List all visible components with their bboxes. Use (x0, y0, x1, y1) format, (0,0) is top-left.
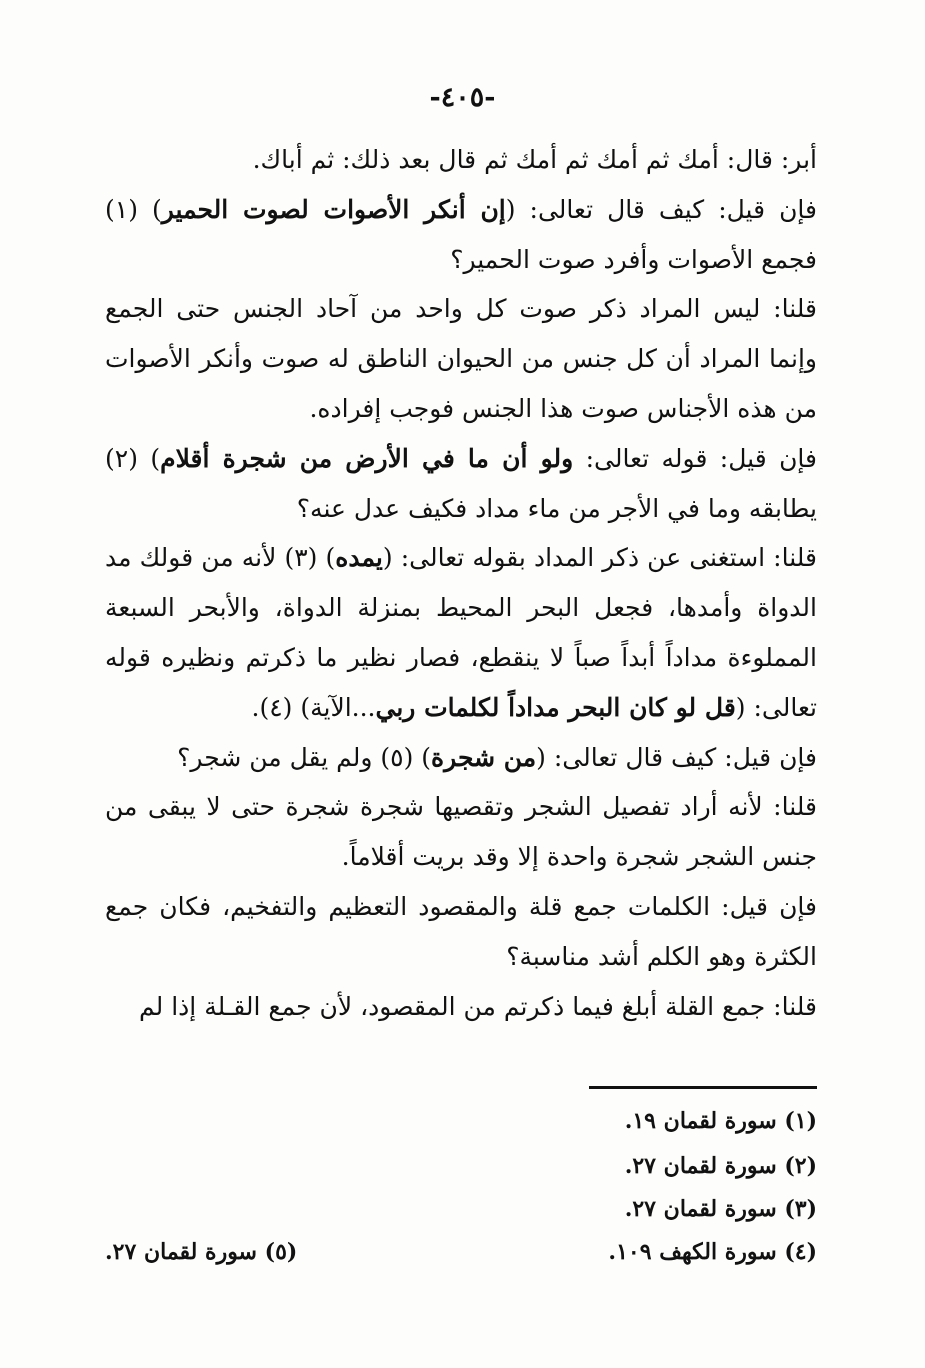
footnote-separator (589, 1086, 817, 1089)
quran-quote: ولو أن ما في الأرض من شجرة أقلام (160, 443, 574, 473)
text-segment: ) (٥) ولم يقل من شجر؟ (177, 742, 432, 772)
paragraph (105, 882, 817, 982)
footnote-3: (٣) سورة لقمان ٢٧. (624, 1196, 817, 1222)
quran-quote: قل لو كان البحر مداداً لكلمات ربي (375, 692, 736, 722)
quran-quote: يمده (335, 543, 383, 573)
paragraph (105, 284, 817, 433)
text-segment: ) (١) فجمع الأصوات وأفرد صوت الحمير؟ (105, 194, 817, 274)
paragraph (105, 434, 817, 534)
quran-quote: إن أنكر الأصوات لصوت الحمير (161, 194, 506, 224)
text-segment: قلنا: لأنه أراد تفصيل الشجر وتقصيها شجرة شجرة حتى لا يبقى من جنس الشجر شجرة واحدة إلا وقد بريت أقلاماً. (105, 792, 817, 872)
paragraph (105, 733, 817, 783)
text-segment: فإن قيل: قوله تعالى: (573, 443, 817, 473)
text-segment: فإن قيل: كيف قال تعالى: ( (505, 194, 817, 224)
paragraph (105, 982, 817, 1032)
text-segment: فإن قيل: الكلمات جمع قلة والمقصود التعظيم والتفخيم، فكان جمع الكثرة وهو الكلم أشد مناسبة؟ (105, 891, 817, 971)
text-segment: قلنا: جمع القلة أبلغ فيما ذكرتم من المقصود، لأن جمع القـلة إذا لم (139, 991, 817, 1021)
footnote-5: (٥) سورة لقمان ٢٧. (105, 1239, 298, 1265)
body-text (105, 135, 817, 1031)
footnote-2: (٢) سورة لقمان ٢٧. (624, 1153, 817, 1179)
page-number: -٤٠٥- (429, 82, 496, 113)
footnote-4: (٤) سورة الكهف ١٠٩. (608, 1239, 817, 1265)
text-segment: فإن قيل: كيف قال تعالى: ( (536, 742, 817, 772)
quran-quote: من شجرة (431, 742, 537, 772)
footnote-1: (١) سورة لقمان ١٩. (624, 1108, 817, 1134)
paragraph (105, 135, 817, 185)
text-segment: أبر: قال: أمك ثم أمك ثم أمك ثم قال بعد ذلك: ثم أباك. (252, 145, 817, 174)
paragraph (105, 533, 817, 732)
text-segment: ) (٢) يطابقه وما في الأجر من ماء مداد فكيف عدل عنه؟ (105, 443, 817, 523)
text-segment: ...الآية) (٤). (251, 692, 376, 722)
text-segment: ) (٣) لأنه من قولك مد الدواة وأمدها، فجعل البحر المحيط بمنزلة الدواة، والأبحر السبعة المملوءة مداداً أبداً صباً لا ينقطع، فصار نظير ما ذكرتم ونظيره قوله تعالى: ( (105, 543, 817, 722)
text-segment: قلنا: ليس المراد ذكر صوت كل واحد من آحاد الجنس حتى الجمع وإنما المراد أن كل جنس من الحيوان الناطق له صوت وأنكر الأصوات من هذه الأجناس صوت هذا الجنس فوجب إفراده. (105, 294, 817, 423)
paragraph (105, 782, 817, 882)
text-segment: قلنا: استغنى عن ذكر المداد بقوله تعالى: ( (382, 543, 817, 573)
paragraph (105, 185, 817, 285)
